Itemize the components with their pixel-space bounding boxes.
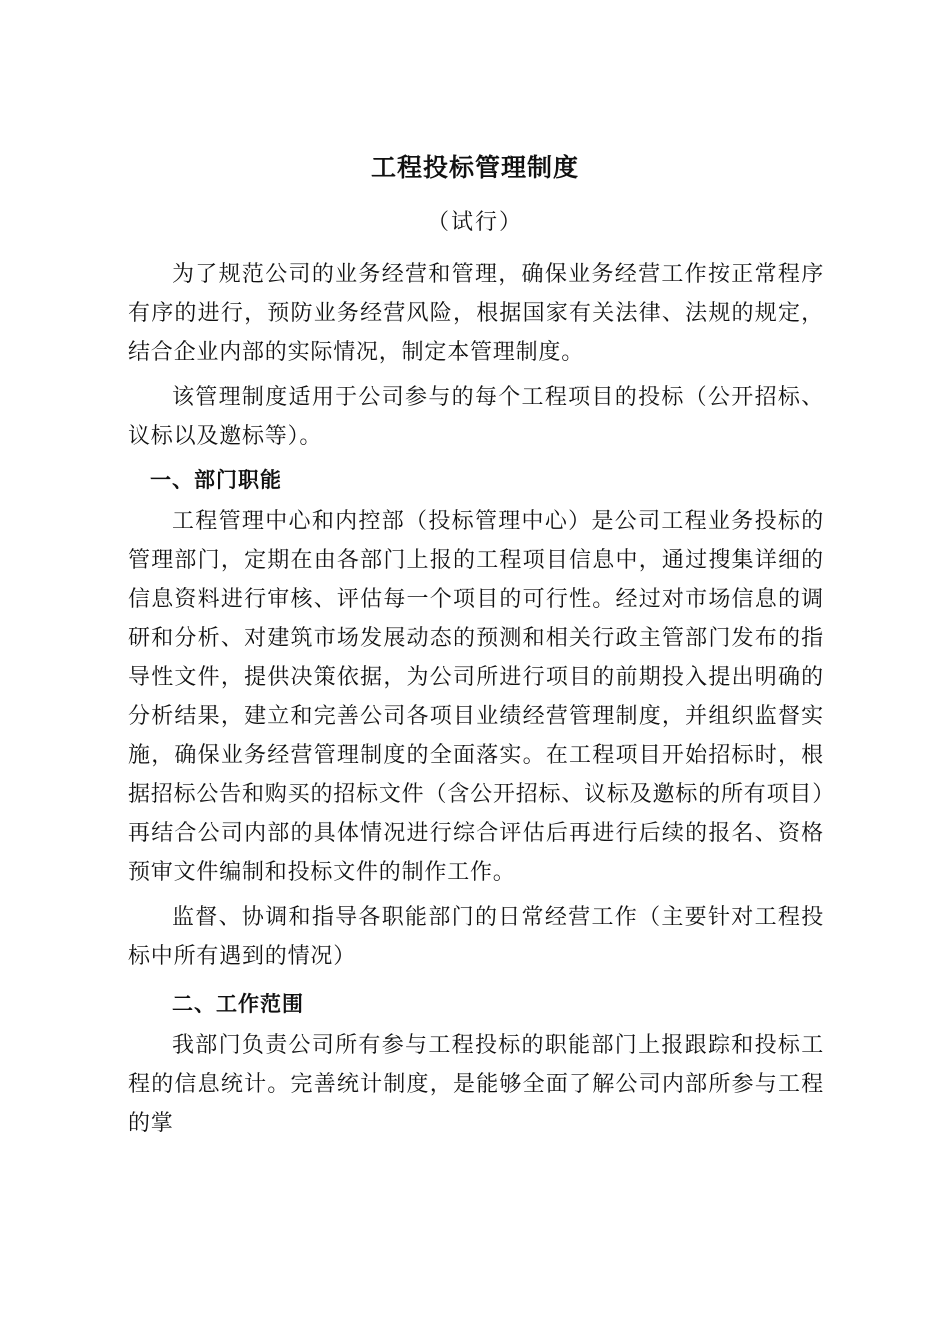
section-paragraph: 工程管理中心和内控部（投标管理中心）是公司工程业务投标的管理部门，定期在由各部门上报的工程项目信息中，通过搜集详细的信息资料进行审核、评估每一个项目的可行性。经过对市场信息的调研和分析、对建筑市场发展动态的预测和相关行政主管部门发布的指导性文件，提供决策依据，为公司所进行项目的前期投入提出明确的分析结果，建立和完善公司各项目业绩经营管理制度，并组织监督实施，确保业务经营管理制度的全面落实。在工程项目开始招标时，根据招标公告和购买的招标文件（含公开招标、议标及邀标的所有项目）再结合公司内部的具体情况进行综合评估后再进行后续的报名、资格预审文件编制和投标文件的制作工作。 [128,509,824,885]
section-heading-department-functions: 一、部门职能 [150,468,282,492]
section-paragraph: 监督、协调和指导各职能部门的日常经营工作（主要针对工程投标中所有遇到的情况） [128,905,824,969]
document-body [128,255,824,1143]
document-title: 工程投标管理制度 [370,153,579,182]
document-subtitle: （试行） [426,210,523,235]
intro-paragraph: 为了规范公司的业务经营和管理，确保业务经营工作按正常程序有序的进行，预防业务经营风险，根据国家有关法律、法规的规定，结合企业内部的实际情况，制定本管理制度。 [128,262,824,365]
section-heading-work-scope: 二、工作范围 [172,992,304,1016]
section-paragraph: 我部门负责公司所有参与工程投标的职能部门上报跟踪和投标工程的信息统计。完善统计制度，是能够全面了解公司内部所参与工程的掌 [128,1033,824,1136]
scope-paragraph: 该管理制度适用于公司参与的每个工程项目的投标（公开招标、议标以及邀标等）。 [128,385,824,449]
